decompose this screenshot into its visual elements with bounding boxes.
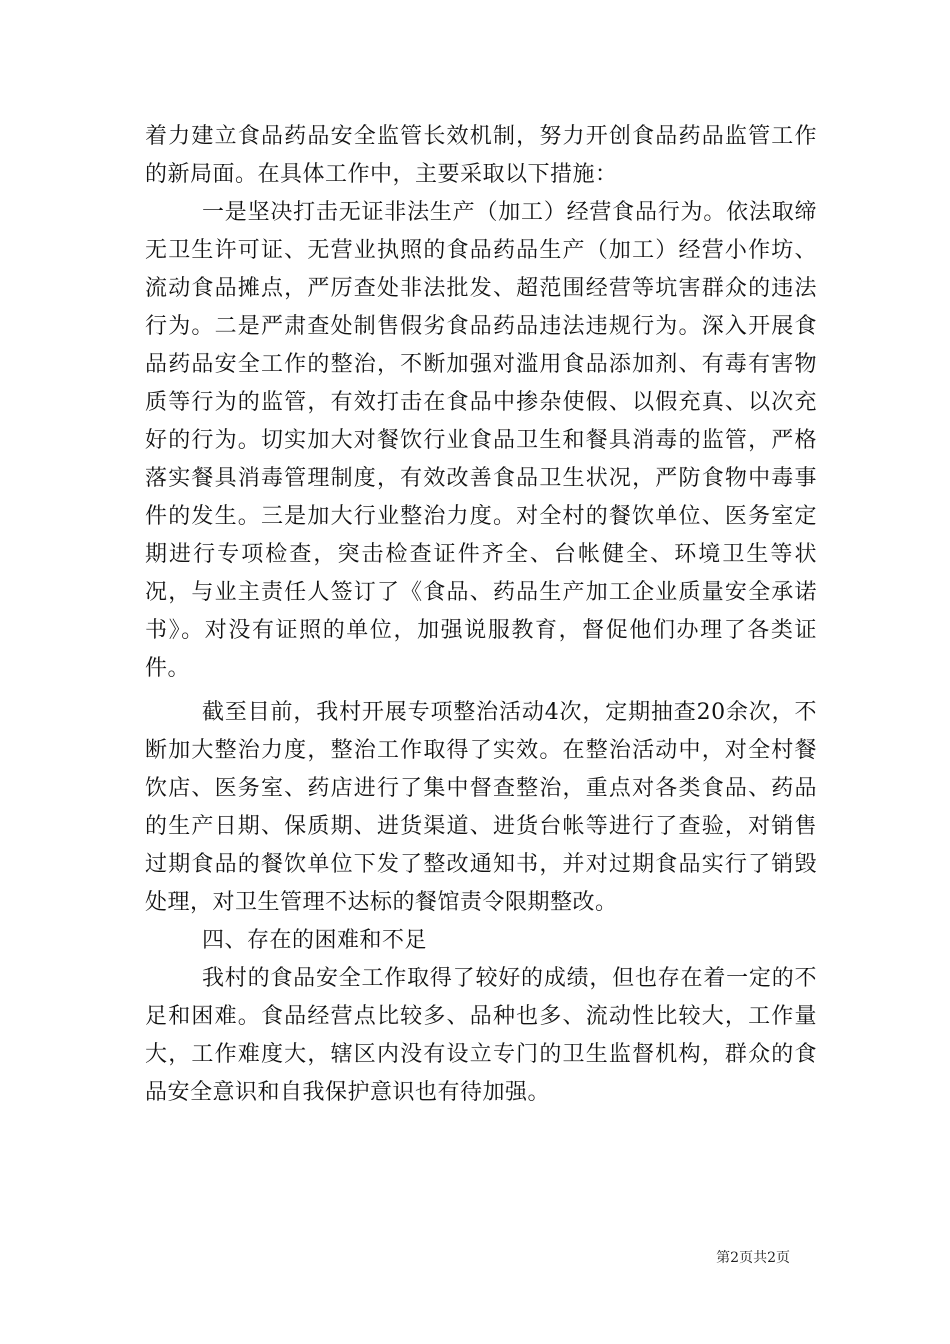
paragraph-results: 截至目前，我村开展专项整治活动4次，定期抽查20余次，不断加大整治力度，整治工作取得了实效。在整治活动中，对全村餐饮店、医务室、药店进行了集中督查整治，重点对各类食品、药品的生产日期、保质期、进货渠道、进货台帐等进行了查验，对销售过期食品的餐饮单位下发了整改通知书，并对过期食品实行了销毁处理，对卫生管理不达标的餐馆责令限期整改。 [145, 700, 817, 915]
page-number-label: 第2页共2页 [716, 1250, 790, 1266]
paragraph-continuation: 着力建立食品药品安全监管长效机制，努力开创食品药品监管工作的新局面。在具体工作中，主要采取以下措施： [145, 124, 817, 187]
document-body [145, 118, 817, 1112]
paragraph-difficulties: 我村的食品安全工作取得了较好的成绩，但也存在着一定的不足和困难。食品经营点比较多、品种也多、流动性比较大，工作量大，工作难度大，辖区内没有设立专门的卫生监督机构，群众的食品安全意识和自我保护意识也有待加强。 [145, 966, 817, 1105]
page-number-footer [716, 1247, 790, 1267]
section-heading-difficulties: 四、存在的困难和不足 [202, 928, 428, 953]
paragraph-measures: 一是坚决打击无证非法生产（加工）经营食品行为。依法取缔无卫生许可证、无营业执照的食品药品生产（加工）经营小作坊、流动食品摊点，严厉查处非法批发、超范围经营等坑害群众的违法行为。二是严肃查处制售假劣食品药品违法违规行为。深入开展食品药品安全工作的整治，不断加强对滥用食品添加剂、有毒有害物质等行为的监管，有效打击在食品中掺杂使假、以假充真、以次充好的行为。切实加大对餐饮行业食品卫生和餐具消毒的监管，严格落实餐具消毒管理制度，有效改善食品卫生状况，严防食物中毒事件的发生。三是加大行业整治力度。对全村的餐饮单位、医务室定期进行专项检查，突击检查证件齐全、台帐健全、环境卫生等状况，与业主责任人签订了《食品、药品生产加工企业质量安全承诺书》。对没有证照的单位，加强说服教育，督促他们办理了各类证件。 [145, 200, 817, 681]
